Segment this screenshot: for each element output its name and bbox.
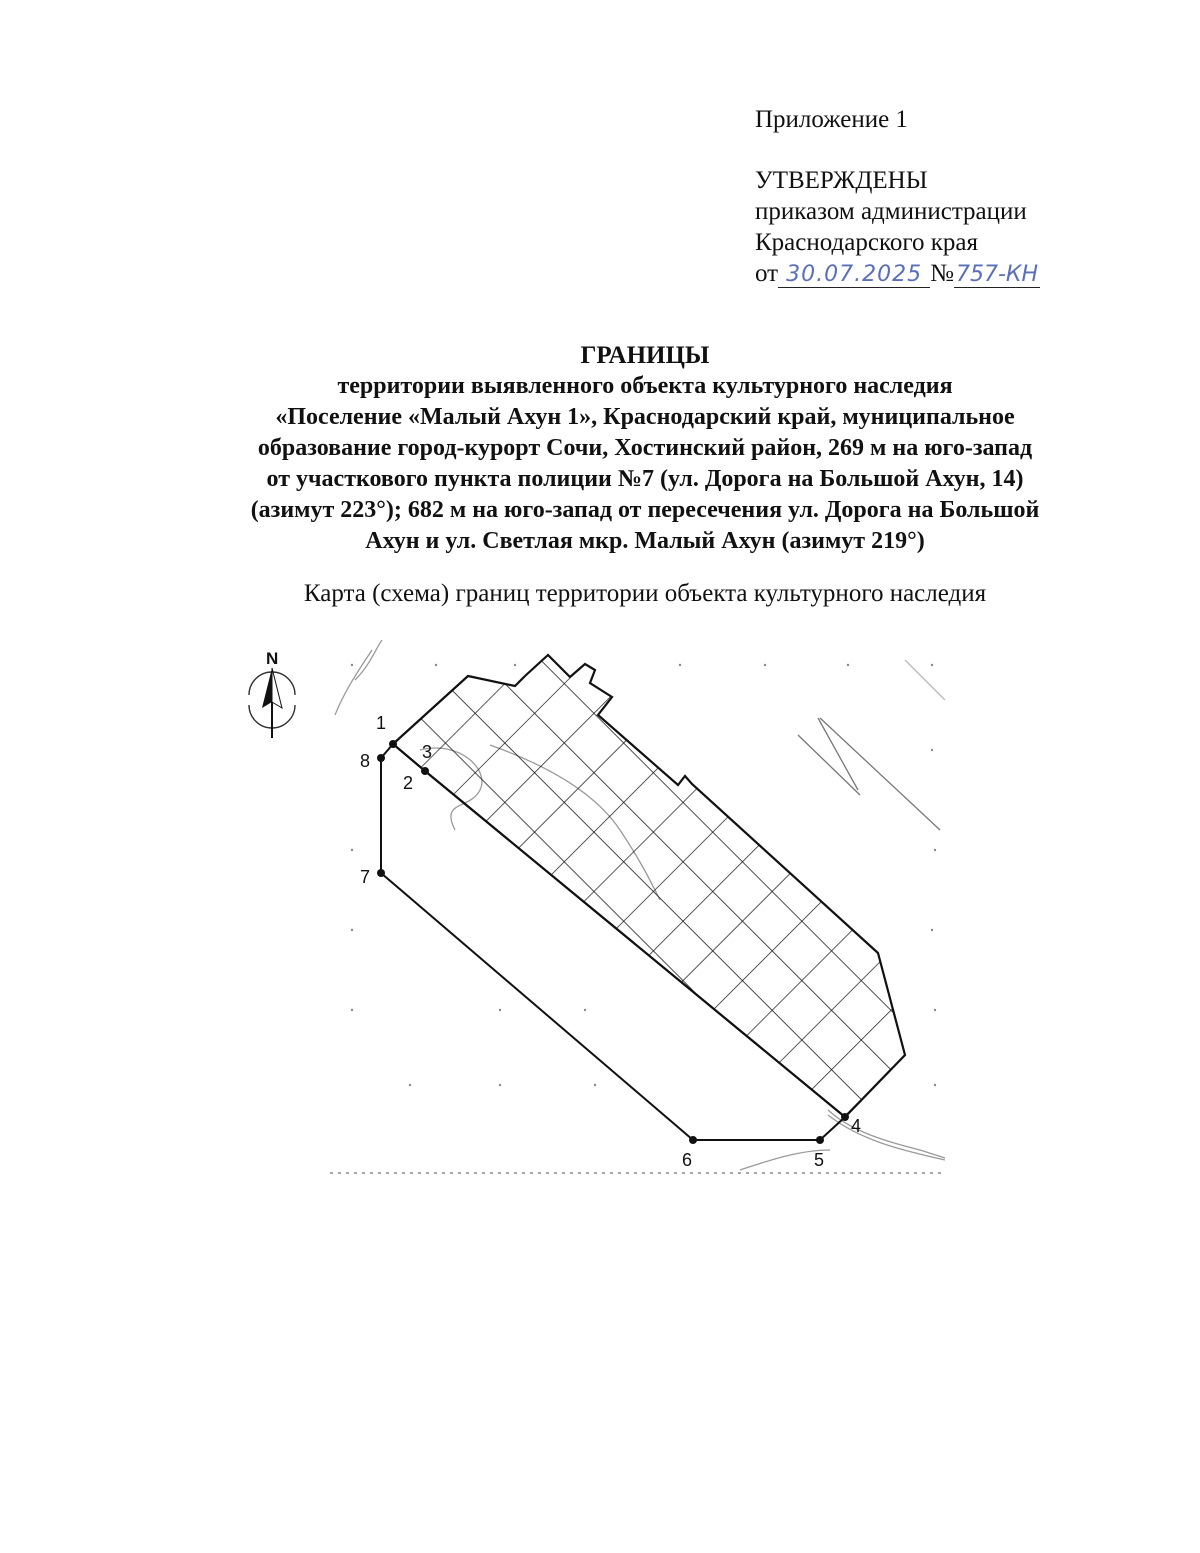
title-line-3: образование город-курорт Сочи, Хостинский район, 269 м на юго-запад	[257, 435, 1033, 461]
hatched-territory	[393, 655, 905, 1117]
point-label-8: 8	[360, 751, 371, 771]
north-label: N	[266, 649, 279, 668]
appendix-label: Приложение 1	[755, 106, 908, 133]
point-marker-4	[841, 1113, 849, 1121]
title-line-4: от участкового пункта полиции №7 (ул. Дорога на Большой Ахун, 14)	[266, 466, 1024, 492]
handwritten-number: 757-КН	[955, 262, 1039, 287]
title-line-5: (азимут 223°); 682 м на юго-запад от пересечения ул. Дорога на Большой	[250, 497, 1040, 523]
point-marker-1	[389, 740, 397, 748]
point-marker-5	[816, 1136, 824, 1144]
point-label-5: 5	[814, 1150, 825, 1170]
document-title	[150, 340, 1140, 557]
point-marker-8	[377, 754, 385, 762]
title-line-2: «Поселение «Малый Ахун 1», Краснодарский край, муниципальное	[275, 404, 1015, 430]
approved-label: УТВЕРЖДЕНЫ	[755, 167, 928, 194]
point-marker-7	[377, 869, 385, 877]
point-label-2: 2	[403, 773, 414, 793]
point-marker-2	[421, 767, 429, 775]
point-marker-6	[689, 1136, 697, 1144]
title-main: ГРАНИЦЫ	[580, 342, 710, 369]
order-line-1: приказом администрации	[755, 198, 1027, 225]
approval-block	[755, 104, 1175, 289]
point-label-1: 1	[376, 713, 387, 733]
map-caption: Карта (схема) границ территории объекта культурного наследия	[303, 580, 987, 607]
order-line-2: Краснодарского края	[755, 229, 978, 256]
from-prefix: от	[755, 260, 779, 287]
number-prefix: №	[930, 260, 954, 287]
title-line-1: территории выявленного объекта культурного наследия	[337, 373, 953, 399]
point-label-4: 4	[851, 1116, 862, 1136]
north-arrow-icon	[249, 649, 295, 738]
point-label-7: 7	[360, 867, 371, 887]
handwritten-date: 30.07.2025	[778, 263, 930, 288]
order-date-number	[755, 258, 1175, 289]
title-line-6: Ахун и ул. Светлая мкр. Малый Ахун (азимут 219°)	[365, 528, 925, 554]
point-label-6: 6	[682, 1150, 693, 1170]
map-svg	[230, 630, 990, 1190]
boundary-map	[230, 630, 990, 1190]
point-label-3: 3	[422, 742, 433, 762]
